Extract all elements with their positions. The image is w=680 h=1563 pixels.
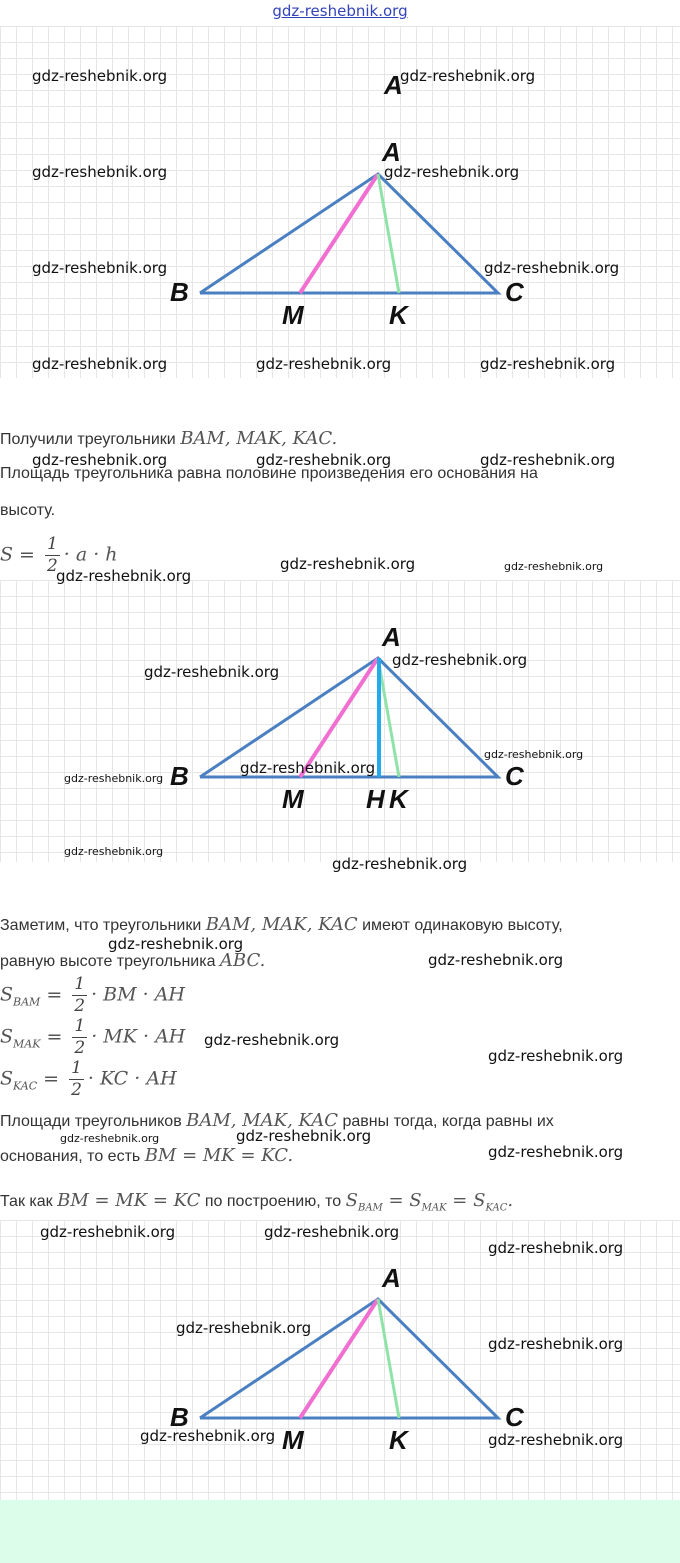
watermark: gdz-reshebnik.org	[480, 451, 616, 469]
watermark: gdz-reshebnik.org	[64, 772, 164, 785]
watermark: gdz-reshebnik.org	[32, 451, 168, 469]
watermark: gdz-reshebnik.org	[32, 163, 168, 181]
formula-s-kac: $S_{KAC}$ = $\frac{1}{2}$ · KC · AH	[0, 1058, 177, 1100]
label-stray-a: A	[384, 70, 403, 100]
label-k: K	[389, 784, 408, 814]
label-c: C	[505, 1402, 524, 1432]
formula-eq: =	[19, 543, 35, 566]
text-conclusion: Так как BM = MK = KC по построению, то $S_{BAM} = S_{MAK} = S_{KAC}$.	[0, 1190, 514, 1214]
diagram-3	[0, 1220, 680, 1500]
watermark: gdz-reshebnik.org	[108, 935, 244, 953]
watermark: gdz-reshebnik.org	[256, 451, 392, 469]
math-inline: BAM, MAK, KAC.	[180, 428, 338, 449]
answer-box	[0, 1500, 680, 1563]
segment-am	[300, 1299, 378, 1418]
label-c: C	[505, 277, 524, 307]
formula-s-mak: $S_{MAK}$ = $\frac{1}{2}$ · MK · AH	[0, 1016, 186, 1058]
text-area-rule-cont: высоту.	[0, 502, 56, 519]
watermark: gdz-reshebnik.org	[40, 1223, 176, 1241]
watermark: gdz-reshebnik.org	[144, 663, 280, 681]
label-k: K	[389, 300, 408, 330]
label-c: C	[505, 761, 524, 791]
watermark-header[interactable]: gdz-reshebnik.org	[272, 2, 408, 20]
label-a: A	[382, 137, 401, 167]
watermark: gdz-reshebnik.org	[488, 1335, 624, 1353]
watermark: gdz-reshebnik.org	[280, 555, 416, 573]
watermark: gdz-reshebnik.org	[32, 67, 168, 85]
label-k: K	[389, 1425, 408, 1455]
watermark: gdz-reshebnik.org	[56, 567, 192, 585]
text-height-abc: равную высоте треугольника ABC.	[0, 950, 266, 971]
watermark: gdz-reshebnik.org	[140, 1427, 276, 1445]
triangle-abc	[200, 174, 498, 293]
watermark: gdz-reshebnik.org	[60, 1132, 160, 1145]
watermark: gdz-reshebnik.org	[400, 67, 536, 85]
label-h: H	[366, 784, 385, 814]
watermark: gdz-reshebnik.org	[32, 355, 168, 373]
segment-am	[300, 174, 378, 293]
watermark: gdz-reshebnik.org	[32, 259, 168, 277]
watermark: gdz-reshebnik.org	[204, 1031, 340, 1049]
text-line: Получили треугольники	[0, 431, 181, 448]
watermark: gdz-reshebnik.org	[488, 1047, 624, 1065]
triangle-diagram-3	[0, 1220, 680, 1500]
diagram-2	[0, 580, 680, 862]
watermark: gdz-reshebnik.org	[504, 560, 604, 573]
watermark: gdz-reshebnik.org	[484, 748, 584, 761]
watermark: gdz-reshebnik.org	[384, 163, 520, 181]
watermark: gdz-reshebnik.org	[488, 1239, 624, 1257]
watermark: gdz-reshebnik.org	[64, 845, 164, 858]
watermark: gdz-reshebnik.org	[256, 355, 392, 373]
text-areas-equal: Площади треугольников BAM, MAK, KAC равны тогда, когда равны их	[0, 1110, 554, 1131]
label-b: B	[170, 277, 189, 307]
watermark: gdz-reshebnik.org	[484, 259, 620, 277]
formula-s-bam: $S_{BAM}$ = $\frac{1}{2}$ · BM · AH	[0, 974, 185, 1016]
text-same-height: Заметим, что треугольники BAM, MAK, KAC имеют одинаковую высоту,	[0, 914, 563, 935]
watermark: gdz-reshebnik.org	[176, 1319, 312, 1337]
formula-s: S	[0, 543, 14, 566]
watermark: gdz-reshebnik.org	[488, 1143, 624, 1161]
label-b: B	[170, 1402, 189, 1432]
text-bases-equal: основания, то есть BM = MK = KC.	[0, 1145, 294, 1166]
label-m: M	[282, 300, 304, 330]
label-b: B	[170, 761, 189, 791]
watermark: gdz-reshebnik.org	[332, 855, 468, 873]
watermark: gdz-reshebnik.org	[480, 355, 616, 373]
watermark: gdz-reshebnik.org	[428, 951, 564, 969]
formula-rest: · a · h	[63, 543, 118, 566]
fraction: $\frac{1}{2}$	[46, 534, 58, 576]
triangle-abc	[200, 1299, 498, 1418]
watermark: gdz-reshebnik.org	[488, 1431, 624, 1449]
watermark: gdz-reshebnik.org	[236, 1127, 372, 1145]
watermark: gdz-reshebnik.org	[240, 759, 376, 777]
label-a: A	[382, 1263, 401, 1293]
text-triangles-obtained	[0, 428, 337, 449]
watermark: gdz-reshebnik.org	[392, 651, 528, 669]
label-m: M	[282, 1425, 304, 1455]
watermark: gdz-reshebnik.org	[264, 1223, 400, 1241]
label-a: A	[382, 622, 401, 652]
triangle-diagram-2	[0, 580, 680, 862]
text-area-rule: Площадь треугольника равна половине произведения его основания на	[0, 465, 538, 482]
label-m: M	[282, 784, 304, 814]
